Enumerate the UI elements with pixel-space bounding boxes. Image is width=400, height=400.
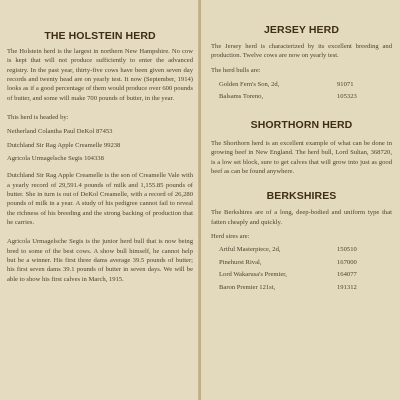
sire-row — [211, 282, 392, 295]
sire-number: 150510 — [337, 246, 357, 254]
jersey-bulls-list — [211, 79, 392, 103]
agricola-paragraph: Agricola Urmagelsche Segis is the junior herd bull that is now being bred to some of the best cows. A show bull himself, he cannot help but be a winner. His first three dams average 39.5 pounds of butter; his first seven dams 39.1 pounds of butter in seven days. We will be able to show his first calves in March, 1915. — [7, 238, 193, 283]
herd-sires-label: Herd sires are: — [211, 233, 250, 241]
bull-name: Balsams Toreno, — [219, 93, 264, 101]
holstein-sire-item: Dutchland Sir Rag Apple Creamelle 99238 — [7, 141, 121, 149]
headed-by-label: This herd is headed by: — [7, 114, 69, 122]
right-page — [201, 0, 400, 400]
sire-number: 164077 — [337, 271, 357, 279]
bull-number: 91071 — [337, 81, 354, 89]
holstein-sires-list — [7, 127, 193, 163]
sire-number: 191312 — [337, 283, 357, 291]
shorthorn-herd-heading: SHORTHORN HERD — [250, 119, 353, 132]
sire-name: Lord Wakarusa's Premier, — [219, 271, 287, 279]
shorthorn-paragraph: The Shorthorn herd is an excellent example of what can be done in growing beef in New England. The herd bull, Lord Sultan, 368720, is a low set block, sure to get calves that will grow into just as good beef as can be found anywhere. — [211, 140, 392, 176]
sire-row — [211, 257, 392, 270]
dutchland-paragraph: Dutchland Sir Rag Apple Creamelle is the son of Creamelle Vale with a yearly record of 29,591.4 pounds of milk and 1,155.85 pounds of butter. She in turn is out of DeKol Creamelle, with a record of 26,280 pounds of milk in a year. A study of his pedigree cannot fail to reveal the richness of his breeding and the strong backing of production that he carries. — [7, 172, 193, 226]
sire-row — [211, 269, 392, 282]
berkshires-heading: BERKSHIRES — [266, 190, 337, 203]
sire-row — [211, 244, 392, 257]
bull-row — [211, 91, 392, 103]
holstein-herd-heading: THE HOLSTEIN HERD — [44, 30, 156, 42]
berkshires-paragraph: The Berkshires are of a long, deep-bodied and uniform type that fatten cheaply and quickly. — [211, 209, 392, 226]
bull-row — [211, 79, 392, 91]
sire-number: 167000 — [337, 258, 357, 266]
holstein-sire-item: Agricola Urmagelsche Segis 104338 — [7, 154, 104, 162]
left-page — [0, 0, 199, 400]
jersey-herd-heading: JERSEY HERD — [263, 24, 339, 36]
herd-bulls-label: The herd bulls are: — [211, 66, 261, 74]
jersey-paragraph: The Jersey herd is characterized by its excellent breeding and production. Twelve cows are now on yearly test. — [211, 43, 392, 60]
bull-number: 105323 — [337, 93, 357, 101]
berkshire-sires-list — [211, 244, 392, 294]
sire-name: Pinehurst Rival, — [219, 258, 262, 266]
sire-name: Artful Masterpiece, 2d, — [219, 246, 281, 254]
holstein-intro-paragraph: The Holstein herd is the largest in northern New Hampshire. No cow is kept that will not produce sufficiently to enter the advanced registry. In the past year, thirty-five cows have been given seven day records and twenty head are on yearly test. It now (September, 1914) looks as if a good percentage of them would produce over 600 pounds of butter, and some will make 700 pounds of butter, in the year. — [7, 48, 193, 102]
bull-name: Golden Fern's Son, 2d, — [219, 81, 280, 89]
holstein-sire-item: Netherland Colantha Paul DeKol 87453 — [7, 128, 113, 136]
sire-name: Baron Premier 121st, — [219, 283, 276, 291]
